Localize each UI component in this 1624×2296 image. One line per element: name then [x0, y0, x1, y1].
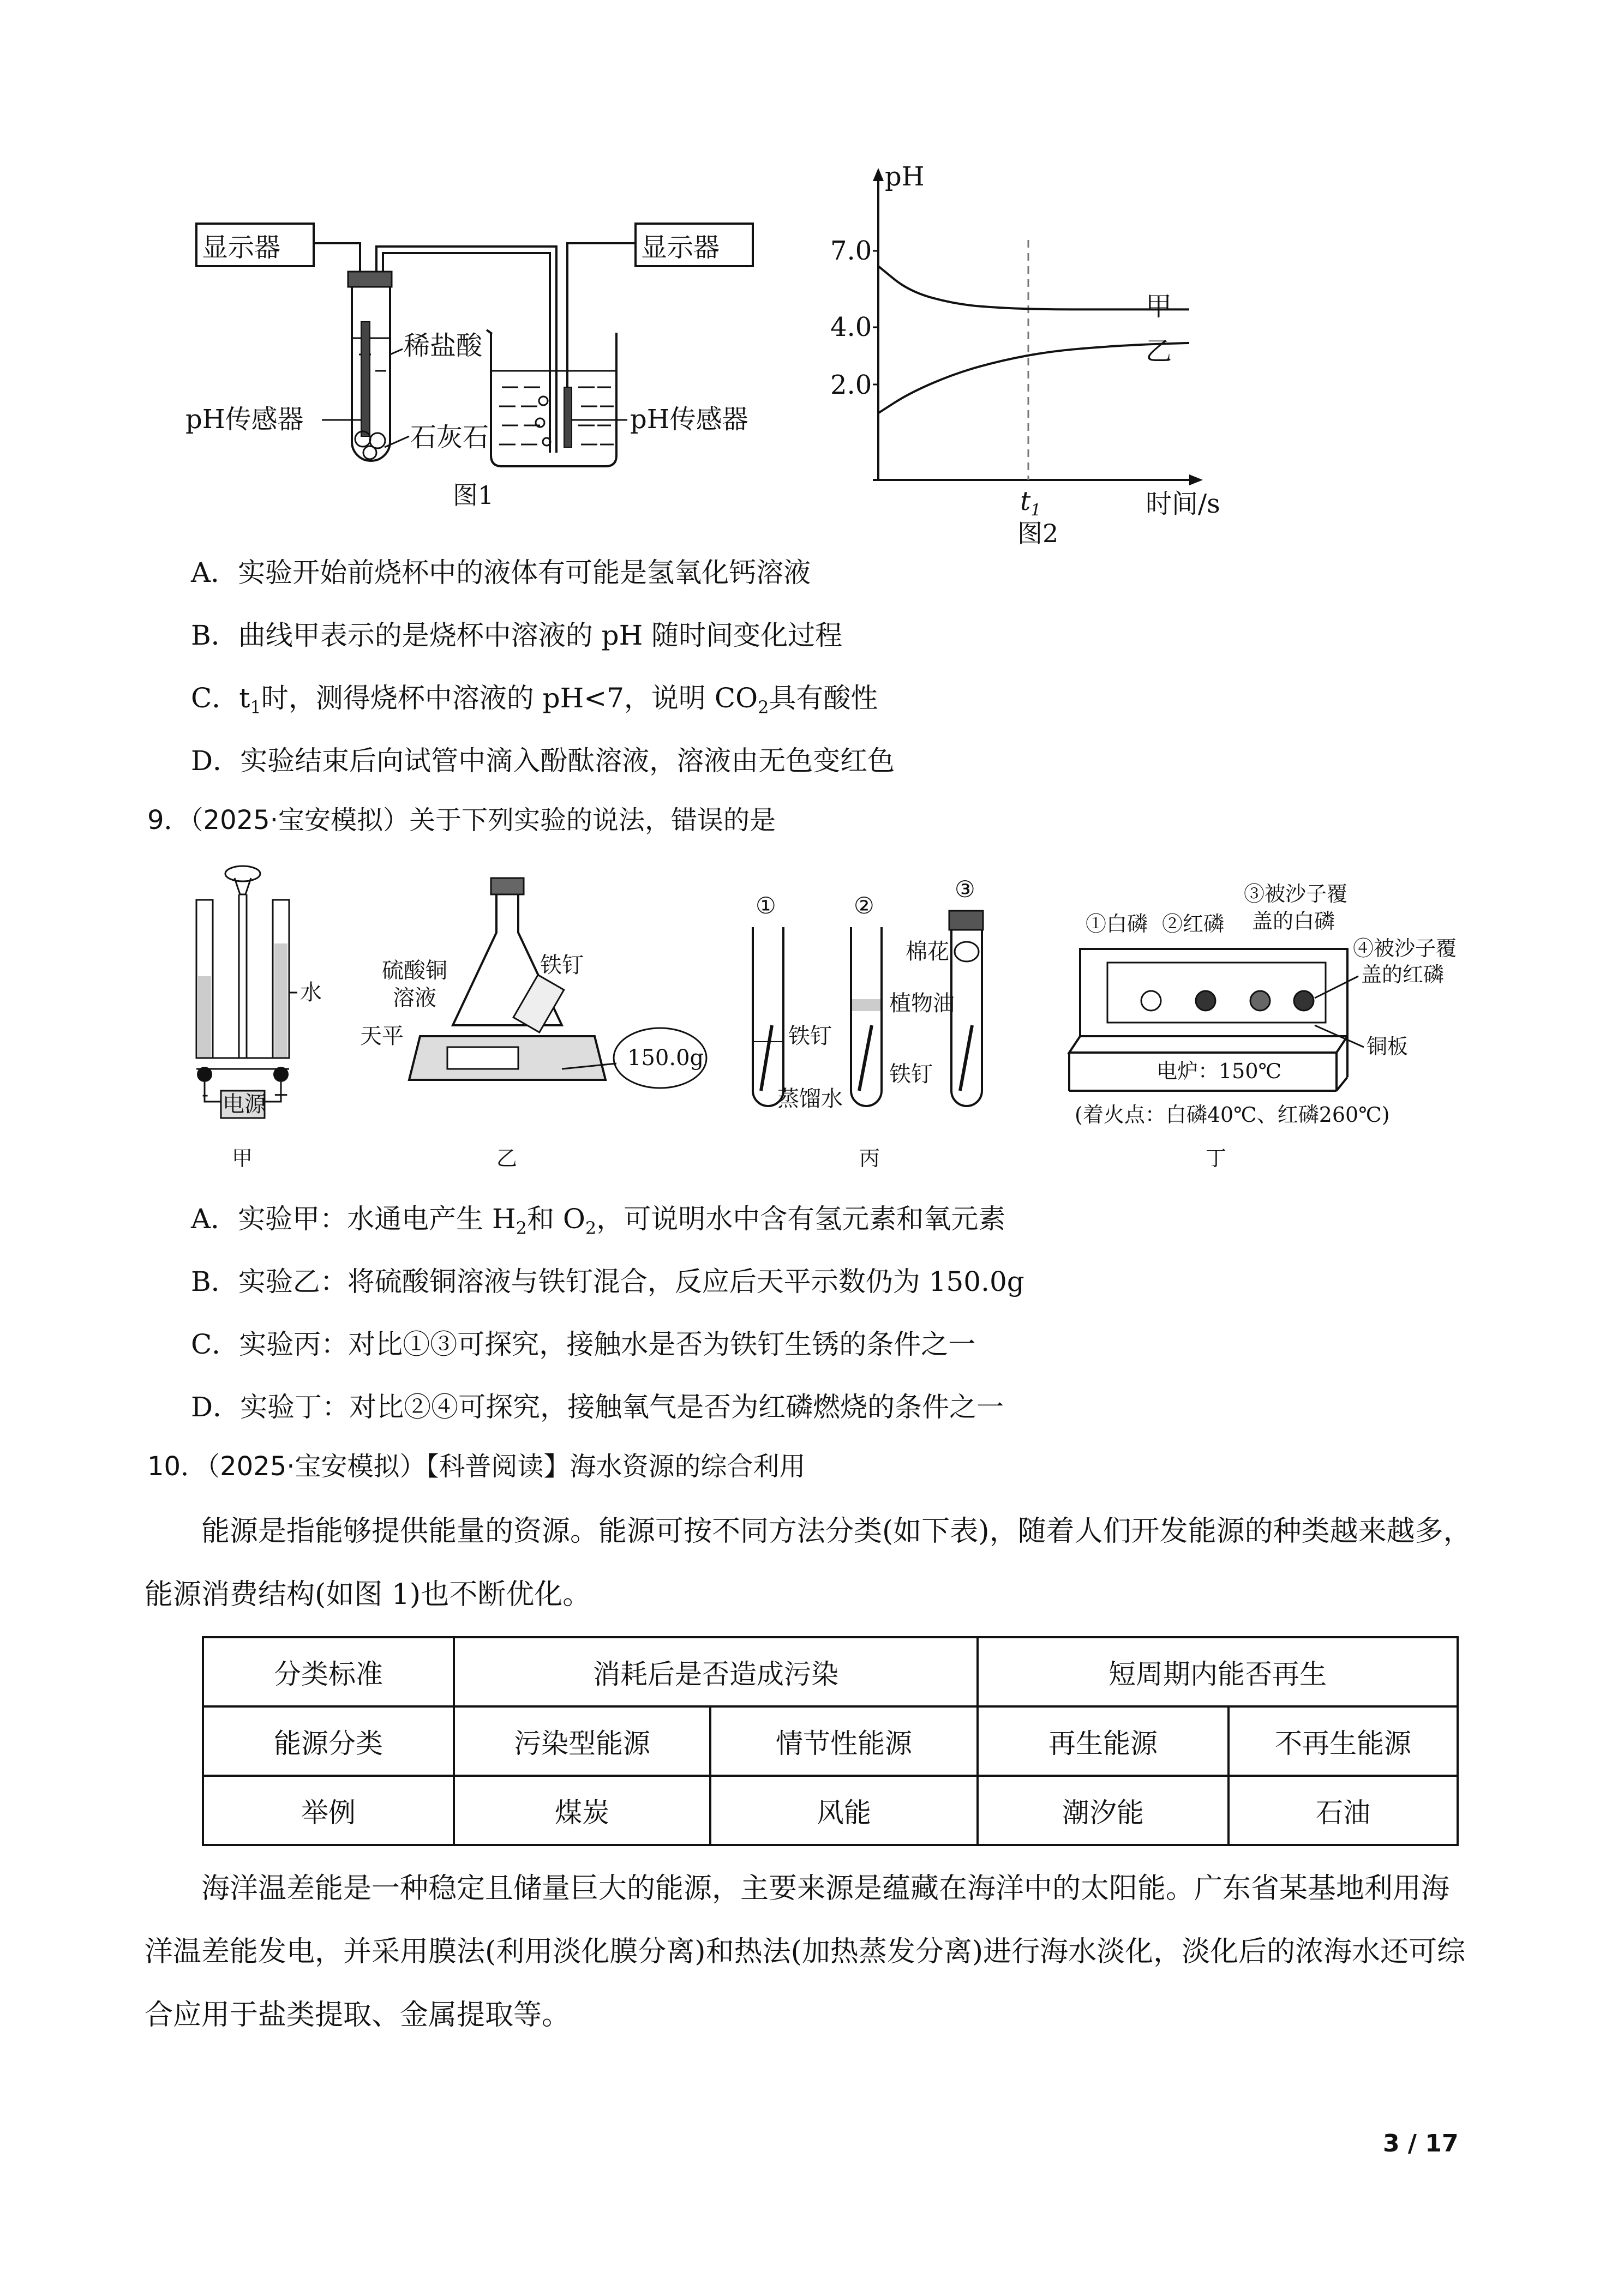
q8-option-b: B．曲线甲表示的是烧杯中溶液的 pH 随时间变化过程: [191, 620, 843, 651]
fig-jia-water: 水: [300, 980, 322, 1005]
table-cell: 石油: [1229, 1776, 1458, 1845]
fig-yi-cuso4-line1: 硫酸铜: [382, 958, 447, 983]
fig-jia-power: 电源: [223, 1092, 266, 1117]
y-tick-2: 2.0: [830, 370, 872, 400]
fig-ding-stove: 电炉：150℃: [1156, 1059, 1282, 1083]
fig-ding-white-p: ①白磷: [1086, 912, 1148, 936]
curve-jia: [878, 266, 1189, 309]
figure-2-caption: 图2: [1017, 519, 1059, 548]
q9-figures: [180, 862, 1489, 1183]
table-cell: 不再生能源: [1229, 1706, 1458, 1776]
fig-bing-n1: ①: [756, 892, 776, 919]
q8-option-a: A．实验开始前烧杯中的液体有可能是氢氧化钙溶液: [191, 557, 811, 588]
fig-bing-n3: ③: [955, 876, 975, 903]
ph-chart: [807, 158, 1298, 540]
display-right-label: 显示器: [641, 232, 720, 263]
y-tick-4: 4.0: [830, 312, 872, 342]
table-cell: 潮汐能: [978, 1776, 1229, 1845]
fig-ding-covered-red-1: ④被沙子覆: [1353, 936, 1457, 960]
table-cell: 短周期内能否再生: [978, 1637, 1458, 1706]
fig-ding-copper: 铜板: [1367, 1035, 1409, 1059]
fig-jia-minus: -: [202, 1084, 209, 1106]
q10-paragraph-1: 能源是指能够提供能量的资源。能源可按不同方法分类(如下表)，随着人们开发能源的种类越来越多，能源消费结构(如图 1)也不断优化。: [145, 1515, 1472, 1611]
q8-option-d: D．实验结束后向试管中滴入酚酞溶液，溶液由无色变红色: [191, 745, 895, 777]
fig-bing-caption: 丙: [859, 1146, 880, 1170]
q9-option-d: D．实验丁：对比②④可探究，接触氧气是否为红磷燃烧的条件之一: [191, 1391, 1004, 1423]
fig-ding-covered-red-2: 盖的红磷: [1361, 963, 1445, 987]
table-cell: 煤炭: [454, 1776, 710, 1845]
fig-bing-nail1: 铁钉: [788, 1024, 832, 1049]
y-axis-label: pH: [885, 161, 925, 192]
q9-option-c: C．实验丙：对比①③可探究，接触水是否为铁钉生锈的条件之一: [191, 1329, 976, 1360]
x-axis-arrow: [1189, 474, 1203, 485]
fig-yi-cuso4-line2: 溶液: [393, 985, 436, 1011]
table-cell: 情节性能源: [710, 1706, 978, 1776]
y-axis-arrow: [873, 168, 884, 181]
curve-yi: [878, 343, 1189, 413]
table-row: [203, 1706, 1458, 1776]
fig-bing-n2: ②: [854, 892, 874, 919]
fig-yi-reading: 150.0g: [627, 1045, 704, 1071]
fig-bing-oil: 植物油: [889, 991, 955, 1016]
fig-ding-covered-white-1: ③被沙子覆: [1244, 882, 1348, 906]
page-number: 3 / 17: [1383, 2130, 1459, 2157]
fig-ding-red-p: ②红磷: [1162, 912, 1225, 936]
acid-label: 稀盐酸: [404, 330, 483, 361]
fig-jia-caption: 甲: [232, 1146, 253, 1170]
table-row: [203, 1776, 1458, 1845]
table-cell: 再生能源: [978, 1706, 1229, 1776]
sensor-right-label: pH传感器: [630, 404, 748, 435]
fig-bing-nail2: 铁钉: [889, 1062, 933, 1087]
figure-1: [185, 213, 807, 518]
q10-stem: 10．（2025·宝安模拟）【科普阅读】海水资源的综合利用: [147, 1451, 806, 1482]
figure-1-caption: 图1: [453, 480, 494, 510]
fig-jia-plus: +: [273, 1084, 290, 1106]
y-tick-7: 7.0: [830, 236, 872, 266]
fig-yi-caption: 乙: [496, 1146, 518, 1170]
x-marker-label: $t_1$: [1020, 486, 1041, 520]
q10-paragraph-2: 海洋温差能是一种稳定且储量巨大的能源，主要来源是蕴藏在海洋中的太阳能。广东省某基地利用海洋温差能发电，并采用膜法(利用淡化膜分离)和热法(加热蒸发分离)进行海水淡化，淡化后的浓海水还可综合应用于盐类提取、金属提取等。: [145, 1872, 1466, 2031]
fig-ding-covered-white-2: 盖的白磷: [1252, 909, 1335, 933]
series-label-yi: 乙: [1146, 336, 1172, 366]
fig-yi-nail: 铁钉: [540, 953, 584, 978]
series-label-jia: 甲: [1146, 291, 1172, 322]
fig-ding-ignition: (着火点：白磷40℃、红磷260℃): [1075, 1103, 1390, 1127]
display-left-label: 显示器: [202, 232, 281, 263]
table-cell: 污染型能源: [454, 1706, 710, 1776]
sensor-left-label: pH传感器: [185, 404, 304, 435]
x-axis-label: 时间/s: [1146, 489, 1220, 519]
energy-classification-table: [202, 1636, 1459, 1846]
fig-ding-caption: 丁: [1206, 1146, 1227, 1170]
figure-2: [807, 158, 1298, 548]
q9-stem: 9．（2025·宝安模拟）关于下列实验的说法，错误的是: [147, 805, 776, 836]
table-cell: 能源分类: [203, 1706, 454, 1776]
fig-yi-balance: 天平: [360, 1024, 404, 1049]
limestone-label: 石灰石: [410, 422, 489, 453]
table-cell: 举例: [203, 1776, 454, 1845]
q9-option-b: B．实验乙：将硫酸铜溶液与铁钉混合，反应后天平示数仍为 150.0g: [191, 1266, 1024, 1297]
fig-bing-cotton: 棉花: [906, 939, 949, 964]
fig-bing-water: 蒸馏水: [777, 1086, 843, 1111]
electrolysis-apparatus: [196, 866, 297, 1118]
table-cell: 分类标准: [203, 1637, 454, 1706]
table-row: [203, 1637, 1458, 1706]
q8-option-c: C．$t_1$时，测得烧杯中溶液的 pH<7，说明 $CO_2$具有酸性: [191, 682, 878, 718]
table-cell: 消耗后是否造成污染: [454, 1637, 978, 1706]
table-cell: 风能: [710, 1776, 978, 1845]
q9-option-a: A．实验甲：水通电产生 $H_2$和 $O_2$，可说明水中含有氢元素和氧元素: [191, 1203, 1006, 1239]
